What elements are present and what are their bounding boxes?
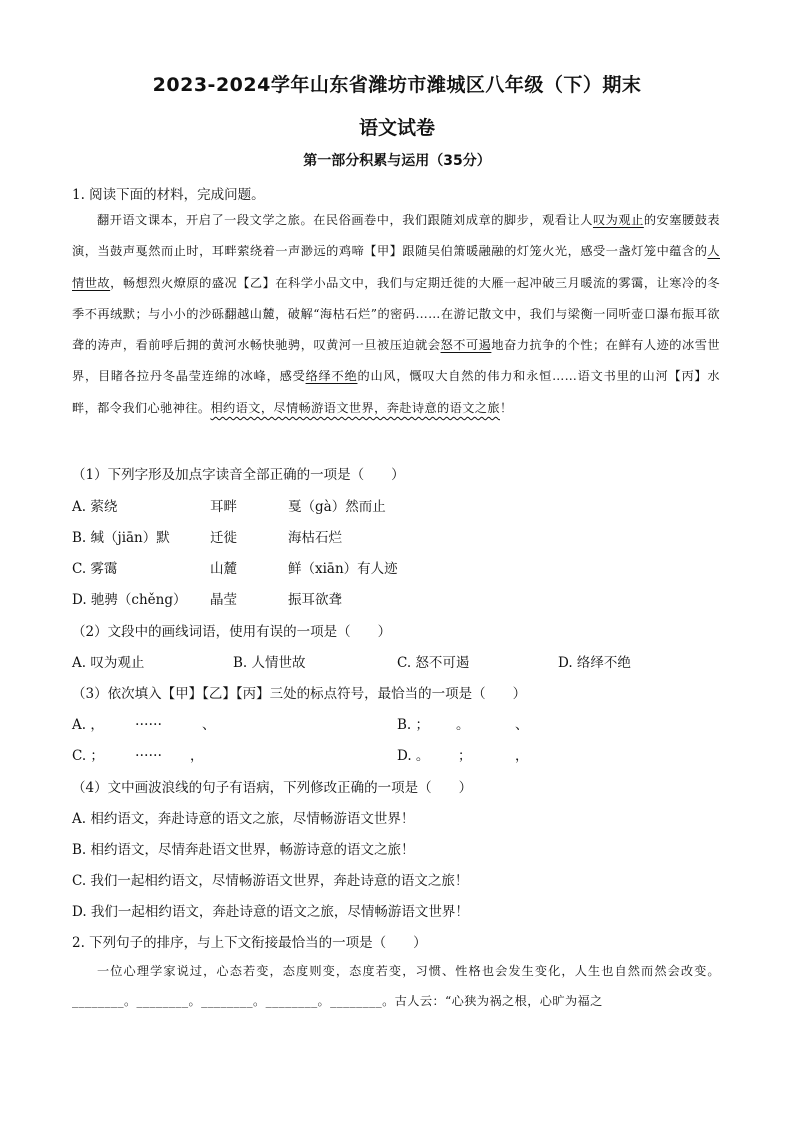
passage-text: 翻开语文课本，开启了一段文学之旅。在民俗画卷中，我们跟随刘成章的脚步，观看让人 [97,213,593,227]
section-heading: 第一部分积累与运用（35分） [303,153,491,169]
question-1-stem: 1. 阅读下面的材料，完成问题。 [72,187,265,203]
question-1-3-option-a[interactable]: A. ， [72,717,104,733]
underlined-term: 怒不可遏 [440,338,492,353]
question-1-2-option-a[interactable]: A. 叹为观止 [72,655,145,671]
question-1-4-option-c[interactable]: C. 我们一起相约语文，尽情畅游语文世界，奔赴诗意的语文之旅！ [72,873,469,889]
underlined-term: 人情世故 [72,244,720,290]
passage-text: 的安塞腰鼓表演，当鼓声戛然而止时，耳畔萦绕着一声渺远的鸡啼【甲】跟随吴伯箫暖融融的灯笼火光，感受一盏灯笼中蕴含的 [72,213,720,259]
passage-text: 地奋力抗争的个性；在鲜有人迹的冰雪世界，目睹各拉丹冬晶莹连绵的冰峰，感受 [72,338,720,384]
question-1-3-option-d[interactable]: D. 。 [397,748,430,764]
question-1-2-stem: （2）文段中的画线词语，使用有误的一项是（ ） [72,624,392,640]
question-1-2-option-c[interactable]: C. 怒不可遏 [397,655,470,671]
question-1-1-stem: （1）下列字形及加点字读音全部正确的一项是（ ） [72,467,405,483]
question-1-4-option-a[interactable]: A. 相约语文，奔赴诗意的语文之旅，尽情畅游语文世界！ [72,811,415,827]
question-1-4-option-d[interactable]: D. 我们一起相约语文，奔赴诗意的语文之旅，尽情畅游语文世界！ [72,904,469,920]
question-1-3-option-c[interactable]: C. ； [72,748,104,764]
question-2-stem: 2. 下列句子的排序，与上下文衔接最恰当的一项是（ ） [72,935,427,951]
question-1-passage [72,205,720,424]
passage-text: 的山风，慨叹大自然的伟力和永恒……语文书里的山河【丙】水畔，都令我们心驰神往。 [72,369,720,415]
exam-title: 2023-2024学年山东省潍坊市潍城区八年级（下）期末 [152,74,642,96]
question-1-4-option-b[interactable]: B. 相约语文，尽情奔赴语文世界，畅游诗意的语文之旅！ [72,842,415,858]
passage-text: ，畅想烈火燎原的盛况【乙】在科学小品文中，我们与定期迁徙的大雁一起冲破三月暖流的雾霭，让寒冷的冬季不再绒默；与小小的沙砾翻越山麓，破解“海枯石烂”的密码……在游记散文中，我们与梁衡一同听壶口瀑布振耳欲聋的涛声，看前呼后拥的黄河水畅快驰骋，叹黄河一旦被压迫就会 [72,275,720,353]
question-1-2-option-b[interactable]: B. 人情世故 [233,655,306,671]
question-1-3-option-b[interactable]: B. ； [397,717,430,733]
passage-text: ！ [499,400,513,415]
question-1-4-stem: （4）文中画波浪线的句子有语病，下列修改正确的一项是（ ） [72,780,473,796]
question-2-passage: 一位心理学家说过，心态若变，态度则变，态度若变，习惯、性格也会发生变化，人生也自然而然会改变。________。________。________。________。________。古人云：“心狭为祸之根，心旷为福之 [72,964,720,1008]
wavy-underlined-sentence: 相约语文，尽情畅游语文世界，奔赴诗意的语文之旅 [210,400,500,415]
underlined-term: 叹为观止 [592,213,644,227]
exam-page: 2023-2024学年山东省潍坊市潍城区八年级（下）期末 语文试卷 第一部分积累与运用（35分） 1. 阅读下面的材料，完成问题。 翻开语文课本，开启了一段文学之旅。在民俗画卷中，我们跟随刘成章的脚步，观看让人叹为观止的安塞腰鼓表演，当鼓声戛然而止时，耳畔萦绕着一声渺远的鸡啼【甲】跟随吴伯箫暖融融的灯笼火光，感受一盏灯笼中蕴含的人情世故，畅想烈火燎原的盛况【乙】在科学小品文中，我们与定期迁徙的大雁一起冲破三月暖流的雾霭，让寒冷的冬季不再绒默；与小小的沙砾翻越山麓，破解“海枯石烂”的密码……在游记散文中，我们与梁衡一同听壶口瀑布振耳欲聋的涛声，看前呼后拥的黄河水畅快驰骋，叹黄河一旦被压迫就会怒不可遏地奋力抗争的个性；在鲜有人迹的冰雪世界，目睹各拉丹冬晶莹连绵的冰峰，感受络绎不绝的山风，慨叹大自然的伟力和永恒……语文书里的山河【丙】水畔，都令我们心驰神往。相约语文，尽情畅游语文世界，奔赴诗意的语文之旅！ （1）下列字形及加点字读音全部正确的一项是（ ） A. 萦绕 耳畔 戛（gà）然而止 B. 缄（jiān）默 迁徙 海枯石烂 C. 雾霭 山麓 鲜（xiān）有人迹 D. 驰骋（chěng） 晶莹 振耳欲聋 （2）文段中的画线词语，使用有误的一项是（ ） A. 叹为观止 B. 人情世故 C. 怒不可遏 D. 络绎不绝 （3）依次填入【甲】【乙】【丙】三处的标点符号，最恰当的一项是（ ） A. ， …… 、 B. ； 。 、 C. ； …… ， D. 。 ； ， （4）文中画波浪线的句子有语病，下列修改正确的一项是（ ） A. 相约语文，奔赴诗意的语文之旅，尽情畅游语文世界！ B. 相约语文，尽情奔赴语文世界，畅游诗意的语文之旅！ C. 我们一起相约语文，尽情畅游语文世界，奔赴诗意的语文之旅！ D. 我们一起相约语文，奔赴诗意的语文之旅，尽情畅游语文世界！ 2. 下列句子的排序，与上下文衔接最恰当的一项是（ ） 一位心理学家说过，心态若变，态度则变，态度若变，习惯、性格也会发生变化，人生也自然而然会改变。________。________。________。________。________。古人云：“心狭为祸之根，心旷为福之 [0,0,794,1123]
question-1-3-stem: （3）依次填入【甲】【乙】【丙】三处的标点符号，最恰当的一项是（ ） [72,686,527,702]
exam-subtitle: 语文试卷 [358,117,435,139]
underlined-term: 络绎不绝 [305,369,358,384]
question-1-2-option-d[interactable]: D. 络绎不绝 [558,655,631,671]
